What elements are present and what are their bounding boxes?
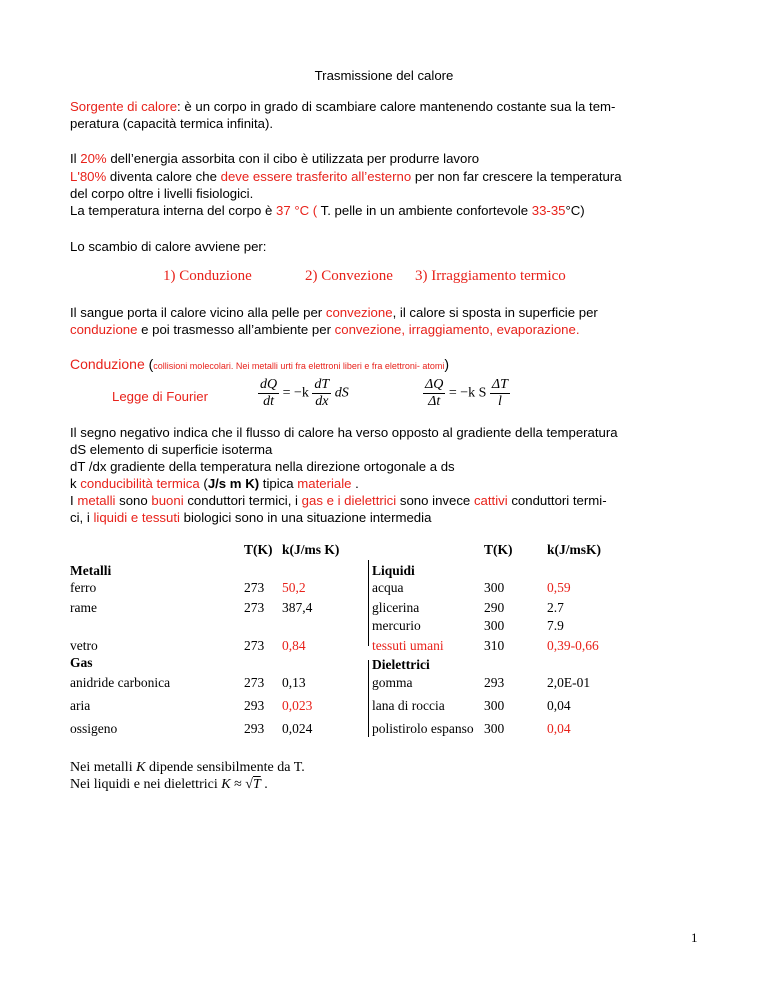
table-cell-conductivity: 2,0E-01 — [547, 675, 591, 690]
method-convection: 2) Convezione — [305, 268, 393, 284]
table-cell-material: vetro — [70, 638, 98, 653]
table-cell-temperature: 273 — [244, 580, 265, 595]
table-cell-material: tessuti umani — [372, 638, 444, 653]
explain-line6: ci, i liquidi e tessuti biologici sono in una situazione intermedia — [70, 510, 432, 525]
table-cell-material: mercurio — [372, 618, 421, 633]
table-cell-conductivity: 50,2 — [282, 580, 306, 595]
table-group-label: Metalli — [70, 563, 112, 578]
table-group-label: Dielettrici — [372, 657, 430, 672]
table-cell-temperature: 273 — [244, 600, 265, 615]
page-number: 1 — [691, 930, 698, 945]
table-cell-material: ossigeno — [70, 721, 118, 736]
table-group-label: Gas — [70, 655, 93, 670]
fourier-equation-differential: $\frac{dQ}{dt}$ = −k $\frac{dT}{dx}$ dS — [260, 377, 349, 409]
table-cell-conductivity: 0,024 — [282, 721, 313, 736]
energy-line3: del corpo oltre i livelli fisiologici. — [70, 186, 254, 201]
table-cell-temperature: 300 — [484, 580, 505, 595]
page-title: Trasmissione del calore — [314, 68, 454, 83]
footer-line1: Nei metalli K dipende sensibilmente da T. — [70, 760, 305, 775]
table-cell-temperature: 293 — [244, 721, 265, 736]
table-cell-conductivity: 387,4 — [282, 600, 313, 615]
energy-line4: La temperatura interna del corpo è 37 °C ( T. pelle in un ambiente confortevole 33-35°C) — [70, 203, 585, 218]
table-cell-material: anidride carbonica — [70, 675, 171, 690]
table-divider-lower — [368, 660, 369, 737]
table-header-k2: k(J/msK) — [547, 542, 601, 557]
table-cell-conductivity: 0,04 — [547, 721, 571, 736]
table-cell-conductivity: 2.7 — [547, 600, 564, 615]
table-cell-temperature: 300 — [484, 618, 505, 633]
table-cell-conductivity: 0,04 — [547, 698, 571, 713]
fourier-law-label: Legge di Fourier — [112, 389, 209, 404]
table-cell-conductivity: 0,84 — [282, 638, 306, 653]
table-cell-material: aria — [70, 698, 91, 713]
table-header-T2: T(K) — [484, 542, 513, 557]
table-cell-material: lana di roccia — [372, 698, 445, 713]
explain-line3: dT /dx gradiente della temperatura nella direzione ortogonale a ds — [70, 459, 455, 474]
table-cell-conductivity: 7.9 — [547, 618, 564, 633]
table-cell-temperature: 300 — [484, 698, 505, 713]
table-cell-conductivity: 0,39-0,66 — [547, 638, 599, 653]
table-header-k: k(J/ms K) — [282, 542, 340, 557]
table-cell-temperature: 293 — [244, 698, 265, 713]
table-cell-temperature: 310 — [484, 638, 505, 653]
table-cell-material: polistirolo espanso — [372, 721, 474, 736]
table-cell-material: glicerina — [372, 600, 420, 615]
table-group-label: Liquidi — [372, 563, 415, 578]
source-term: Sorgente di calore — [70, 99, 178, 114]
explain-line2: dS elemento di superficie isoterma — [70, 442, 273, 457]
table-cell-material: ferro — [70, 580, 97, 595]
table-cell-temperature: 300 — [484, 721, 505, 736]
table-cell-material: gomma — [372, 675, 413, 690]
fourier-equation-finite: $\frac{\Delta Q}{\Delta t}$ = −k S $\frac{\Delta T}{l}$ — [425, 377, 508, 409]
exchange-intro: Lo scambio di calore avviene per: — [70, 239, 267, 254]
table-cell-conductivity: 0,59 — [547, 580, 571, 595]
explain-line4: k conducibilità termica (J/s m K) tipica materiale . — [70, 476, 359, 491]
source-definition-line1: Sorgente di calore: è un corpo in grado di scambiare calore mantenendo costante sua la tem- — [70, 99, 616, 114]
energy-line1: Il 20% dell’energia assorbita con il cibo è utilizzata per produrre lavoro — [70, 151, 480, 166]
table-header-T: T(K) — [244, 542, 273, 557]
source-definition-line2: peratura (capacità termica infinita). — [70, 116, 274, 131]
method-conduction: 1) Conduzione — [163, 268, 252, 284]
conduction-heading: Conduzione (collisioni molecolari. Nei metalli urti fra elettroni liberi e fra elettroni- atomi) — [70, 356, 450, 372]
table-divider-upper — [368, 560, 369, 646]
table-cell-temperature: 293 — [484, 675, 505, 690]
table-cell-conductivity: 0,023 — [282, 698, 313, 713]
explain-line1: Il segno negativo indica che il flusso di calore ha verso opposto al gradiente della temperatura — [70, 425, 618, 440]
method-radiation: 3) Irraggiamento termico — [415, 268, 566, 284]
blood-line1: Il sangue porta il calore vicino alla pelle per convezione, il calore si sposta in superficie per — [70, 305, 598, 320]
explain-line5: I metalli sono buoni conduttori termici, i gas e i dielettrici sono invece cattivi conduttori termi- — [70, 493, 607, 508]
blood-line2: conduzione e poi trasmesso all’ambiente per convezione, irraggiamento, evaporazione. — [70, 322, 580, 337]
energy-line2: L'80% diventa calore che deve essere trasferito all’esterno per non far crescere la temperatura — [70, 169, 622, 184]
table-cell-material: acqua — [372, 580, 404, 595]
table-cell-conductivity: 0,13 — [282, 675, 306, 690]
table-cell-temperature: 273 — [244, 675, 265, 690]
table-cell-material: rame — [70, 600, 97, 615]
table-cell-temperature: 290 — [484, 600, 505, 615]
table-cell-temperature: 273 — [244, 638, 265, 653]
footer-line2: Nei liquidi e nei dielettrici K ≈ √T . — [70, 777, 268, 792]
